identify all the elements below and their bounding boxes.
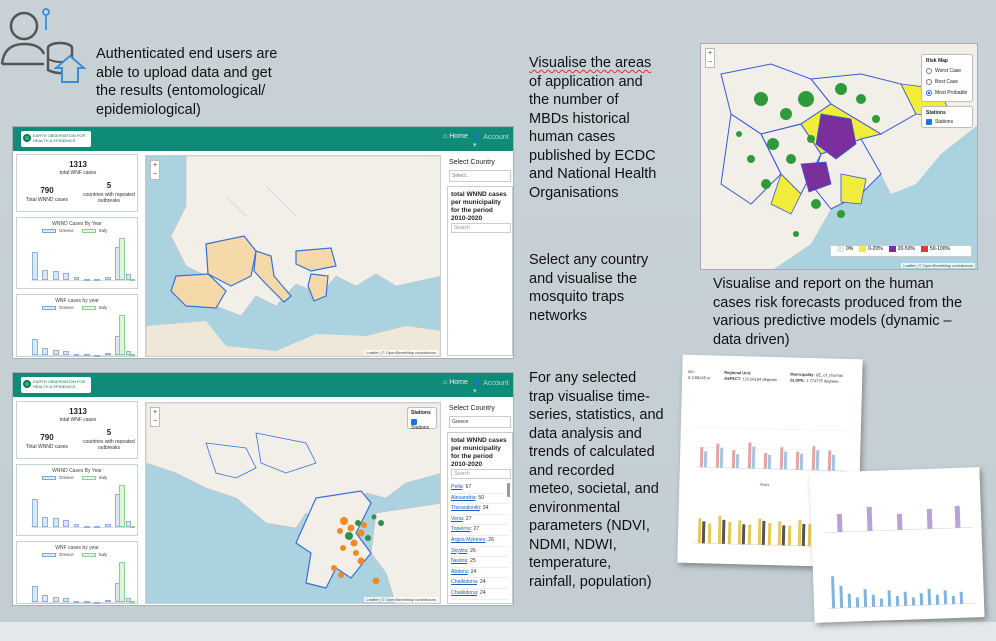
report-meta xyxy=(688,369,711,382)
municipality-name[interactable]: Pella xyxy=(451,484,463,490)
report-page-2 xyxy=(809,467,984,623)
nav-home[interactable]: ⌂ Home xyxy=(443,379,468,386)
total-wnnd-label: Total WNND cases xyxy=(26,197,68,203)
bar-italy[interactable] xyxy=(119,562,125,602)
upload-description xyxy=(96,45,277,119)
report-lon: lon: xyxy=(688,368,695,374)
municipality-name[interactable]: Skydra xyxy=(451,547,468,554)
list-scrollbar[interactable] xyxy=(507,483,510,497)
municipality-row[interactable] xyxy=(451,494,509,505)
separator: : xyxy=(475,494,479,501)
bar-greece[interactable] xyxy=(84,526,90,528)
legend-greece: Greece xyxy=(59,228,74,233)
bar-greece[interactable] xyxy=(63,273,69,280)
countries-value: 5 xyxy=(106,181,112,190)
text-line: able to upload data and get xyxy=(96,64,272,81)
countries-label: countries with repeated outbreaks xyxy=(83,439,135,451)
areas-description xyxy=(529,54,656,202)
radio-most-probable[interactable] xyxy=(926,90,967,96)
bar-greece[interactable] xyxy=(94,355,100,357)
risk-map[interactable] xyxy=(700,43,978,270)
legend-swatch-greece xyxy=(42,476,56,480)
bar-italy[interactable] xyxy=(130,279,136,281)
separator: : xyxy=(470,526,474,533)
text-line: various predictive models (dynamic – xyxy=(713,313,952,329)
plot-area xyxy=(31,562,135,602)
bar-greece[interactable] xyxy=(74,601,80,603)
search-input[interactable]: Search xyxy=(451,223,511,233)
municipality-row[interactable] xyxy=(451,578,509,589)
legend-swatch xyxy=(921,246,928,252)
aspect-value: 123.06184 degrees xyxy=(742,376,777,383)
wnf-chart-card xyxy=(16,294,138,357)
text-line: and visualise the xyxy=(529,270,638,287)
municipality-row[interactable] xyxy=(451,483,509,494)
risk-scenario-panel xyxy=(921,54,973,102)
municipality-value: 25 xyxy=(470,558,476,565)
nav-home[interactable]: ⌂ Home xyxy=(443,133,468,140)
municipality-value: 27 xyxy=(473,526,480,533)
legend-italy: Italy xyxy=(99,228,108,233)
bar-greece[interactable] xyxy=(84,354,90,356)
municipality-row[interactable] xyxy=(451,547,509,558)
legend-label: 50-100% xyxy=(929,246,950,253)
text-line: published by ECDC xyxy=(529,147,656,164)
bar-greece[interactable] xyxy=(105,600,111,602)
wnf-chart-title: WNF cases by year xyxy=(55,545,99,551)
checkbox-checked-icon xyxy=(411,419,417,425)
radio-selected-icon xyxy=(926,90,932,96)
separator: : xyxy=(462,484,466,490)
total-wnnd-label: Total WNND cases xyxy=(26,444,68,450)
text-line-squiggle: Visualise the areas xyxy=(529,55,652,71)
text-line: networks xyxy=(529,307,588,324)
greece-map-graphic xyxy=(146,403,441,604)
footer-band xyxy=(0,622,996,641)
map-attribution: Leaflet | © OpenStreetMap contributors xyxy=(366,597,436,602)
x-axis-line xyxy=(31,280,135,281)
bar-greece[interactable] xyxy=(42,517,48,527)
bar-greece[interactable] xyxy=(63,351,69,355)
x-axis-line xyxy=(31,527,135,528)
countries-label: countries with repeated outbreaks xyxy=(83,192,135,204)
text-line: Visualise and report on the human xyxy=(713,276,934,292)
text-line: For any selected xyxy=(529,370,637,386)
separator: : xyxy=(467,547,471,554)
stations-checkbox-label: Stations xyxy=(935,119,954,126)
municipality-name[interactable]: Nestos xyxy=(451,558,468,565)
separator: : xyxy=(485,536,489,543)
text-line: MBDs historical xyxy=(529,110,630,127)
select-country-label: Select Country xyxy=(449,159,495,166)
municipality-name[interactable]: Veria xyxy=(451,515,463,522)
plot-area xyxy=(31,238,135,280)
text-line: mosquito traps xyxy=(529,289,625,305)
legend-label: 20-50% xyxy=(897,246,915,253)
separator: : xyxy=(476,589,480,596)
bar-italy[interactable] xyxy=(119,315,125,355)
stations-checkbox[interactable] xyxy=(411,419,436,431)
municipality-row[interactable] xyxy=(451,525,509,536)
bar-greece[interactable] xyxy=(63,520,69,527)
bar-greece[interactable] xyxy=(42,270,48,280)
municipality-name[interactable]: Chalkidona xyxy=(451,589,477,596)
municipality-row[interactable] xyxy=(451,504,509,515)
municipality-value: 67 xyxy=(465,484,472,490)
text-line: temperature, xyxy=(529,555,612,571)
municipality-name[interactable]: Thessaloniki xyxy=(451,505,480,512)
bar-greece[interactable] xyxy=(53,271,59,280)
stations-title: Stations xyxy=(926,110,946,116)
slope-label: SLOPE: xyxy=(790,377,806,383)
text-line: and recorded xyxy=(529,462,615,479)
legend-italy: Italy xyxy=(99,305,108,310)
municipality-row[interactable] xyxy=(451,557,509,568)
legend-italy: Italy xyxy=(99,475,108,480)
risk-description xyxy=(713,275,962,349)
stations-panel xyxy=(407,407,437,432)
total-wnf-label: total WNF cases xyxy=(59,170,97,176)
total-wnnd-value: 790 xyxy=(40,433,54,442)
bar-greece[interactable] xyxy=(42,595,48,602)
bar-greece[interactable] xyxy=(84,601,90,603)
bar-greece[interactable] xyxy=(63,598,69,602)
legend-swatch xyxy=(859,246,866,252)
text-line: human cases xyxy=(529,129,616,145)
bar-greece[interactable] xyxy=(32,586,38,602)
brand-text: EARTH OBSERVATION FOR HEALTH & EPIDEMICS xyxy=(33,379,86,389)
total-wnnd-value: 790 xyxy=(40,186,54,195)
aspect-label: ASPECT: xyxy=(724,375,742,382)
timeseries-description xyxy=(529,369,664,591)
bar-greece[interactable] xyxy=(74,277,80,280)
legend-swatch xyxy=(837,246,844,252)
wnf-chart-title: WNF cases by year xyxy=(55,298,99,304)
wnnd-chart-card xyxy=(16,464,138,536)
text-line: the number of xyxy=(529,92,619,108)
legend-swatch-italy xyxy=(82,306,96,310)
x-axis-line xyxy=(31,355,135,356)
separator: : xyxy=(479,505,483,512)
report-chart-3 xyxy=(816,479,978,540)
bar-italy[interactable] xyxy=(119,485,125,527)
slope-row xyxy=(790,377,843,384)
text-line: cases risk forecasts produced from the xyxy=(713,294,963,311)
total-wnf-value: 1313 xyxy=(69,160,87,169)
risk-stations-panel xyxy=(921,106,973,128)
legend-label: 0-20% xyxy=(868,246,883,253)
bar-greece[interactable] xyxy=(74,354,80,356)
legend-swatch-greece xyxy=(42,306,56,310)
search-input[interactable]: Search xyxy=(451,469,511,479)
separator: : xyxy=(467,558,471,565)
europe-map[interactable] xyxy=(145,155,441,357)
bar-greece[interactable] xyxy=(105,277,111,280)
aspect-row xyxy=(724,376,777,383)
nav-account-label: Account xyxy=(483,380,509,387)
text-line: environmental xyxy=(529,499,621,516)
navbar xyxy=(13,127,513,151)
zoom-control[interactable]: + − xyxy=(705,48,715,68)
municipality-value: 24 xyxy=(479,589,486,596)
municipality-row[interactable] xyxy=(451,568,509,579)
radio-label: Most Probable xyxy=(935,90,968,97)
bar-greece[interactable] xyxy=(32,499,38,527)
stations-checkbox-label: Stations xyxy=(411,425,430,432)
bar-italy[interactable] xyxy=(130,601,136,603)
bar-greece[interactable] xyxy=(74,524,80,527)
text-line: trends of calculated xyxy=(529,444,655,460)
regional-unit-label: Regional Unit: xyxy=(724,369,752,376)
municipality-value: 26 xyxy=(470,547,476,554)
nav-account-label: Account xyxy=(483,134,509,141)
municipality-row[interactable] xyxy=(451,515,509,526)
text-line: data analysis and xyxy=(529,425,642,442)
report-x-label: Years xyxy=(759,481,770,487)
text-line: of application and xyxy=(529,73,643,90)
bar-greece[interactable] xyxy=(32,252,38,280)
bar-greece[interactable] xyxy=(53,350,59,355)
municipality-name[interactable]: Abdera xyxy=(451,568,468,575)
plot-area xyxy=(31,315,135,355)
municipality-value: ΔΕ_of_chamas xyxy=(815,372,844,378)
total-wnf-value: 1313 xyxy=(69,407,87,416)
text-line: the results (entomological/ xyxy=(96,83,266,99)
bar-greece[interactable] xyxy=(84,279,90,281)
separator: : xyxy=(462,515,466,522)
text-line: and National Health xyxy=(529,166,657,182)
wnnd-chart-card xyxy=(16,217,138,289)
radio-worst-case[interactable] xyxy=(926,68,961,74)
bar-greece[interactable] xyxy=(94,602,100,604)
map-attribution: Leaflet | © OpenStreetMap contributors xyxy=(903,263,973,268)
x-axis-line xyxy=(31,602,135,603)
bar-greece[interactable] xyxy=(42,348,48,355)
bar-greece[interactable] xyxy=(53,597,59,602)
nav-account[interactable]: 👤 Account ▾ xyxy=(473,380,509,395)
municipality-value: 26 xyxy=(488,536,494,543)
brand-logo xyxy=(21,377,91,393)
zoom-control[interactable]: + − xyxy=(150,160,160,180)
text-line xyxy=(529,54,656,73)
municipality-value: 34 xyxy=(482,505,489,512)
wnnd-chart-title: WNND Cases By Year xyxy=(52,221,102,227)
municipality-name[interactable]: Alexandria xyxy=(451,494,476,501)
nav-home-label: Home xyxy=(449,379,468,386)
radio-best-case[interactable] xyxy=(926,79,958,85)
brand-text: EARTH OBSERVATION FOR HEALTH & EPIDEMICS xyxy=(33,133,86,143)
stations-checkbox[interactable] xyxy=(926,119,953,125)
legend-greece: Greece xyxy=(59,475,74,480)
legend-swatch-greece xyxy=(42,553,56,557)
country-select[interactable]: Select... xyxy=(449,170,511,182)
slope-value: 1.774775 degrees xyxy=(806,377,839,384)
municipality-value: 24 xyxy=(470,568,477,575)
panel-title: total WNND cases per municipality for the period 2010-2020 xyxy=(451,437,507,468)
report-chart-1 xyxy=(686,407,856,481)
europe-map-graphic xyxy=(146,156,441,357)
bar-greece[interactable] xyxy=(94,526,100,528)
bar-greece[interactable] xyxy=(32,339,38,355)
radio-icon xyxy=(926,79,932,85)
risk-legend xyxy=(830,245,972,257)
text-line: parameters (NDVI, xyxy=(529,518,650,534)
separator: : xyxy=(467,568,471,575)
user-upload-icon xyxy=(0,0,90,90)
panel-title: total WNND cases per municipality for the period 2010-2020 xyxy=(451,191,507,222)
bar-greece[interactable] xyxy=(105,524,111,527)
bar-greece[interactable] xyxy=(53,518,59,527)
stations-title: Stations xyxy=(411,410,431,416)
plot-area xyxy=(31,485,135,527)
text-line: Organisations xyxy=(529,184,619,201)
municipality-name[interactable]: Topeiros xyxy=(451,526,471,533)
separator: : xyxy=(476,579,480,586)
municipality-list xyxy=(451,483,509,600)
navbar xyxy=(13,373,513,397)
text-line: rainfall, population) xyxy=(529,573,652,590)
radio-label: Best Case xyxy=(935,79,959,86)
greece-map[interactable] xyxy=(145,402,441,604)
total-wnf-label: total WNF cases xyxy=(59,417,97,423)
radio-label: Worst Case xyxy=(935,68,962,75)
zoom-control[interactable]: + − xyxy=(150,407,160,427)
checkbox-checked-icon xyxy=(926,119,932,125)
radio-icon xyxy=(926,68,932,74)
brand-logo xyxy=(21,131,91,147)
text-line: series, statistics, and xyxy=(529,407,664,423)
text-line: Authenticated end users are xyxy=(96,46,278,62)
bar-greece[interactable] xyxy=(94,279,100,281)
stats-card xyxy=(16,154,138,212)
report-meta-region xyxy=(724,370,777,383)
select-country-label: Select Country xyxy=(449,405,495,412)
report-meta-municipality xyxy=(790,372,843,385)
bar-italy[interactable] xyxy=(130,526,136,528)
country-select[interactable]: Greece xyxy=(449,416,511,428)
traps-description xyxy=(529,251,648,325)
municipality-panel xyxy=(447,186,513,356)
municipality-label: Municipality: xyxy=(790,371,815,378)
municipality-value: 27 xyxy=(465,515,472,522)
legend-greece: Greece xyxy=(59,305,74,310)
text-line: data driven) xyxy=(713,331,790,348)
bar-italy[interactable] xyxy=(130,354,136,356)
nav-account[interactable]: 👤 Account ▾ xyxy=(473,134,509,149)
countries-value: 5 xyxy=(106,428,112,437)
municipality-panel xyxy=(447,432,513,604)
legend-swatch xyxy=(889,246,896,252)
text-line: NDMI, NDWI, xyxy=(529,536,617,553)
report-chart-4 xyxy=(818,551,980,617)
legend-italy: Italy xyxy=(99,552,108,557)
municipality-value: 24 xyxy=(479,579,486,586)
bar-italy[interactable] xyxy=(119,238,125,280)
legend-swatch-italy xyxy=(82,553,96,557)
report-lat: 6.3.68345 m xyxy=(688,374,711,381)
wnnd-chart-title: WNND Cases By Year xyxy=(52,468,102,474)
municipality-value: 50 xyxy=(478,494,485,501)
text-line: Select any country xyxy=(529,252,649,268)
stats-card xyxy=(16,401,138,459)
text-line: epidemiological) xyxy=(96,101,201,118)
dashboard-europe xyxy=(12,126,514,359)
municipality-name[interactable]: Chalkidona xyxy=(451,579,477,586)
municipality-name[interactable]: Argos-Mykines xyxy=(451,536,486,543)
nav-home-label: Home xyxy=(449,133,468,140)
bar-greece[interactable] xyxy=(105,353,111,355)
municipality-row[interactable] xyxy=(451,536,509,547)
legend-label: 0% xyxy=(846,246,854,253)
text-line: meteo, societal, and xyxy=(529,481,659,497)
dashboard-greece xyxy=(12,372,514,606)
municipality-row[interactable] xyxy=(451,589,509,600)
legend-swatch-italy xyxy=(82,229,96,233)
legend-swatch-italy xyxy=(82,476,96,480)
legend-swatch-greece xyxy=(42,229,56,233)
risk-map-title: Risk Map xyxy=(926,58,948,64)
wnf-chart-card xyxy=(16,541,138,604)
legend-greece: Greece xyxy=(59,552,74,557)
text-line: trap visualise time- xyxy=(529,388,650,405)
map-attribution: Leaflet | © OpenStreetMap contributors xyxy=(366,350,436,355)
